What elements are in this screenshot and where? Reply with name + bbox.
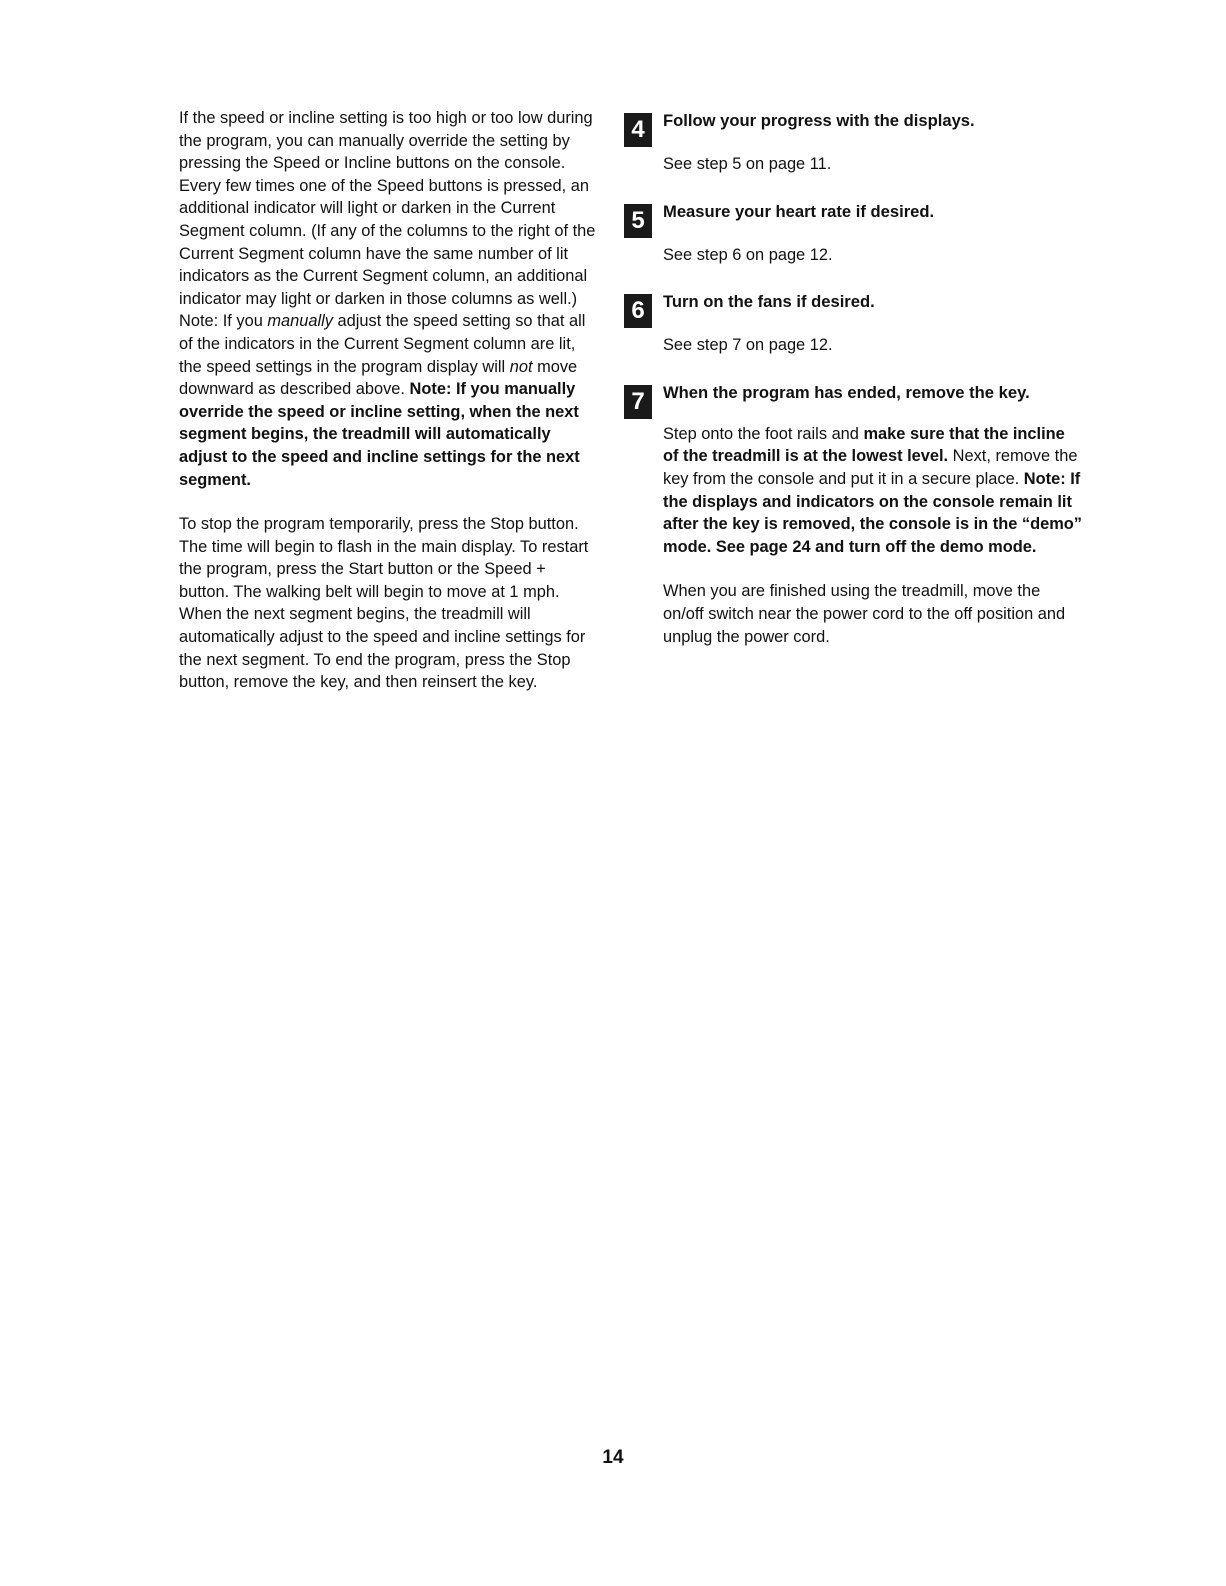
step-5 (622, 200, 1092, 267)
paragraph-text: adjust the speed setting so that all of the indicators in the Current Segment column are lit, the speed settings in the program display will (179, 312, 586, 376)
bold-note: Note: If the displays and indicators on the console remain lit after the key is removed, the console is in the “demo” mode. See page 24 and turn off the demo mode. (663, 469, 1082, 556)
paragraph-text: move downward as described above. (179, 357, 578, 399)
step-number-badge: 5 (624, 204, 652, 238)
step-4 (622, 109, 1092, 176)
page-number: 14 (602, 1447, 624, 1468)
step-title: Turn on the fans if desired. (663, 292, 875, 312)
paragraph-text: If the speed or incline setting is too high or too low during the program, you can manually override the setting by pressing the Speed or Incline buttons on the console. Every few times one of the Speed buttons is pressed, an additional indicator will light or darken in the Current Segment column. (If any of the columns to the right of the Current Segment column have the same number of lit indicators as the Current Segment column, an additional indicator may light or darken in those columns as well.) Note: If you (179, 109, 596, 331)
emphasis-text: manually (267, 312, 333, 331)
step-body: See step 6 on page 12. (663, 245, 833, 264)
step-title: Measure your heart rate if desired. (663, 201, 935, 221)
step-body-2: When you are finished using the treadmill, move the on/off switch near the power cord to the off position and unplug the power cord. (663, 582, 1066, 646)
manual-override-paragraph (179, 107, 599, 491)
step-body: See step 5 on page 11. (663, 155, 832, 173)
step-number-badge: 6 (624, 294, 652, 328)
paragraph-text: Step onto the foot rails and (663, 424, 864, 443)
left-column (179, 107, 599, 716)
step-number-badge: 4 (624, 113, 652, 147)
step-number-badge: 7 (624, 385, 652, 419)
right-column (622, 109, 1092, 648)
step-body: See step 7 on page 12. (663, 336, 833, 355)
bold-note: make sure that the incline of the treadmill is at the lowest level. (663, 424, 1065, 466)
step-body (663, 423, 1083, 559)
step-title: When the program has ended, remove the key. (663, 382, 1030, 402)
step-6 (622, 290, 1092, 357)
step-title: Follow your progress with the displays. (663, 111, 975, 130)
paragraph-text: Next, remove the key from the console and put it in a secure place. (663, 447, 1078, 488)
step-7 (622, 381, 1092, 648)
emphasis-text: not (509, 357, 533, 376)
stop-program-paragraph: To stop the program temporarily, press the Stop button. The time will begin to flash in the main display. To restart the program, press the Start button or the Speed + button. The walking belt will begin to move at 1 mph. When the next segment begins, the treadmill will automatically adjust to the speed and incline settings for the next segment. To end the program, press the Stop button, remove the key, and then reinsert the key. (179, 515, 589, 692)
bold-note: Note: If you manually override the speed or incline setting, when the next segment begins, the treadmill will automatically adjust to the speed and incline settings for the next segment. (179, 380, 580, 489)
